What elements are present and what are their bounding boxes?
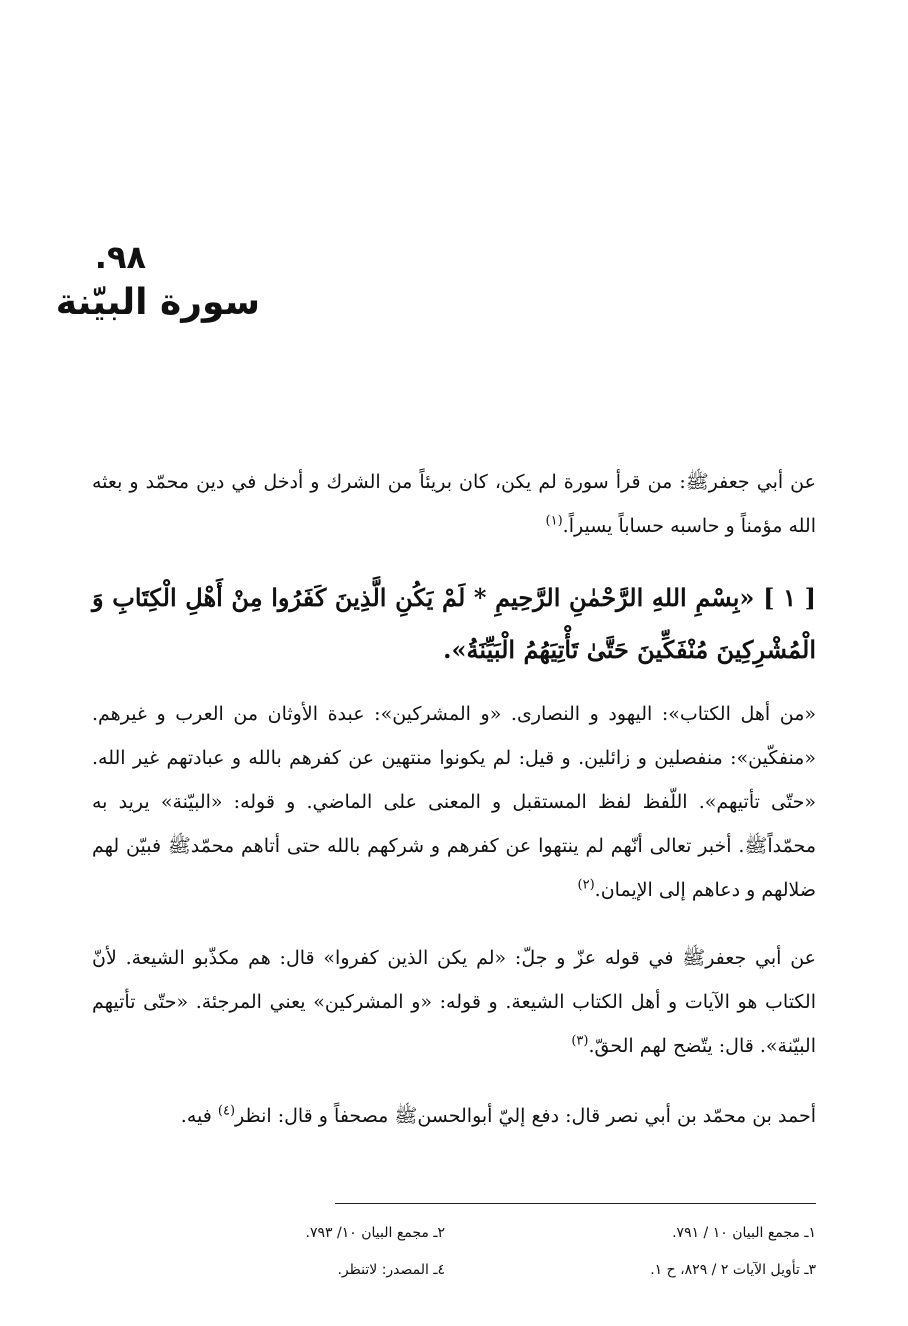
hadith-paragraph — [92, 936, 816, 1068]
footnote-ref-4: (٤) — [217, 1103, 236, 1119]
footnote-2: ٢ـ مجمع البيان ١٠/ ٧٩٣. — [305, 1225, 445, 1241]
footnote-divider — [335, 1203, 816, 1204]
surah-title: سورة البيّنة — [55, 282, 260, 323]
footnote-ref-2: (٢) — [577, 877, 595, 893]
surah-number: ٩٨. — [94, 238, 146, 276]
commentary-paragraph — [92, 692, 816, 912]
quran-verse: [ ١ ] «بِسْمِ اللهِ الرَّحْمٰنِ الرَّحِيمِ * لَمْ يَكُنِ الَّذِينَ كَفَرُوا مِنْ أَهْلِ الْكِتَابِ وَ الْمُشْرِكِينَ مُنْفَكِّينَ حَتَّىٰ تَأْتِيَهُمُ الْبَيِّنَةُ». — [92, 583, 816, 664]
footnote-3: ٣ـ تأويل الآيات ٢ / ٨٢٩، ح ١. — [650, 1262, 816, 1278]
hadith-text: عن أبي جعفرﷺ في قوله عزّ و جلّ: «لم يكن الذين كفروا» قال: هم مكذّبو الشيعة. لأنّ الكتاب هو الآيات و أهل الكتاب الشيعة. و قوله: «و المشركين» يعني المرجئة. «حتّى تأتيهم البيّنة». قال: يتّضح لهم الحقّ. — [92, 947, 816, 1057]
intro-text: عن أبي جعفرﷺ: من قرأ سورة لم يكن، كان بريئاً من الشرك و أدخل في دين محمّد و بعثه الله مؤمناً و حاسبه حساباً يسيراً. — [92, 471, 816, 537]
footnote-ref-1: (١) — [545, 513, 563, 529]
footnote-1: ١ـ مجمع البيان ١٠ / ٧٩١. — [672, 1225, 816, 1241]
footnote-ref-3: (٣) — [571, 1033, 589, 1049]
intro-paragraph — [92, 460, 816, 548]
narration-text-start: أحمد بن محمّد بن أبي نصر قال: دفع إليّ أبوالحسنﷺ مصحفاً و قال: انظر — [235, 1105, 816, 1127]
footnote-4: ٤ـ المصدر: لاتنظر. — [337, 1262, 445, 1278]
commentary-text: «من أهل الكتاب»: اليهود و النصارى. «و المشركين»: عبدة الأوثان من العرب و غيرهم. «منفكّين»: منفصلين و زائلين. و قيل: لم يكونوا منتهين عن كفرهم بالله و عبادتهم غير الله. «حتّى تأتيهم». اللّفظ لفظ المستقبل و المعنى على الماضي. و قوله: «البيّنة» يريد به محمّداًﷺ. أخبر تعالى أنّهم لم ينتهوا عن كفرهم و شركهم بالله حتى أتاهم محمّدﷺ فبيّن لهم ضلالهم و دعاهم إلى الإيمان. — [92, 703, 816, 901]
narration-paragraph — [92, 1094, 816, 1138]
narration-text-end: فيه. — [180, 1105, 218, 1127]
